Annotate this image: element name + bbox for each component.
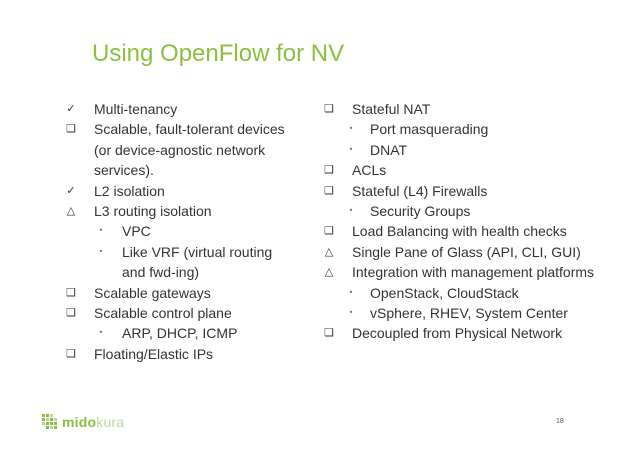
list-item-text: Multi-tenancy	[94, 101, 178, 117]
box-bullet-icon: ❑	[324, 224, 334, 238]
list-item-text: Like VRF (virtual routing	[122, 243, 273, 260]
sub-list-item	[64, 221, 314, 241]
slide-title: Using OpenFlow for NV	[92, 40, 345, 67]
list-item-text: Decoupled from Physical Network	[352, 325, 563, 342]
box-bullet-icon: ❑	[324, 102, 334, 115]
right-bullet-list	[322, 99, 622, 344]
dot-bullet-icon: •	[348, 144, 354, 154]
list-item-text: Stateful (L4) Firewalls	[352, 182, 488, 199]
list-item-text: and fwd-ing)	[122, 264, 200, 281]
grid-logo-icon	[42, 414, 58, 430]
list-item-text: (or device-agnostic network	[94, 141, 266, 158]
dot-bullet-icon: •	[98, 246, 104, 256]
list-item-text: Single Pane of Glass (API, CLI, GUI)	[352, 243, 581, 260]
list-item	[64, 99, 314, 119]
list-item-continuation	[64, 262, 314, 282]
logo-wordmark	[62, 414, 124, 430]
list-item	[322, 323, 622, 343]
box-bullet-icon: ❑	[66, 305, 76, 319]
box-bullet-icon: ❑	[66, 346, 76, 360]
left-bullet-list	[64, 99, 314, 364]
triangle-icon: △	[324, 244, 334, 258]
sub-list-item	[322, 303, 622, 323]
sub-list-item	[322, 140, 622, 160]
check-icon: ✓	[66, 102, 76, 115]
dot-bullet-icon: •	[348, 205, 354, 215]
dot-bullet-icon: •	[348, 307, 354, 317]
sub-list-item	[64, 242, 314, 262]
list-item	[64, 201, 314, 221]
list-item-text: OpenStack, CloudStack	[370, 284, 519, 301]
list-item-text: Scalable, fault-tolerant devices	[94, 121, 285, 138]
list-item	[322, 262, 622, 282]
list-item	[322, 160, 622, 180]
triangle-icon: △	[66, 203, 76, 217]
sub-list-item	[322, 283, 622, 303]
list-item-text: ARP, DHCP, ICMP	[122, 325, 238, 342]
box-bullet-icon: ❑	[66, 122, 76, 136]
check-icon: ✓	[66, 183, 76, 197]
list-item	[322, 242, 622, 262]
list-item-text: services).	[94, 162, 154, 179]
list-item-text: DNAT	[370, 141, 408, 158]
list-item-continuation	[64, 160, 314, 180]
box-bullet-icon: ❑	[324, 326, 334, 340]
list-item-text: L3 routing isolation	[94, 202, 212, 219]
list-item	[64, 283, 314, 303]
sub-list-item	[64, 323, 314, 343]
page-number: 18	[556, 418, 564, 425]
logo-text-primary: mido	[62, 414, 97, 430]
list-item-text: VPC	[122, 223, 151, 240]
list-item	[64, 119, 314, 139]
triangle-icon: △	[324, 265, 334, 279]
box-bullet-icon: ❑	[66, 285, 76, 299]
list-item-text: L2 isolation	[94, 182, 165, 199]
dot-bullet-icon: •	[98, 328, 104, 338]
box-bullet-icon: ❑	[324, 163, 334, 177]
sub-list-item	[322, 201, 622, 221]
dot-bullet-icon: •	[98, 226, 104, 236]
list-item	[64, 303, 314, 323]
sub-list-item	[322, 119, 622, 139]
company-logo	[42, 414, 124, 430]
logo-text-accent: kura	[96, 414, 125, 430]
dot-bullet-icon: •	[348, 124, 354, 134]
list-item-text: Security Groups	[370, 202, 471, 219]
list-item	[64, 181, 314, 201]
list-item-text: Load Balancing with health checks	[352, 223, 567, 240]
list-item-text: vSphere, RHEV, System Center	[370, 304, 568, 321]
dot-bullet-icon: •	[348, 287, 354, 297]
list-item-text: Scalable control plane	[94, 304, 232, 321]
list-item-text: Port masquerading	[370, 121, 489, 138]
list-item-text: ACLs	[352, 162, 387, 179]
list-item	[322, 181, 622, 201]
list-item-continuation	[64, 140, 314, 160]
list-item-text: Integration with management platforms	[352, 264, 595, 281]
list-item	[64, 344, 314, 364]
list-item	[322, 221, 622, 241]
list-item-text: Stateful NAT	[352, 101, 431, 117]
list-item	[322, 99, 622, 119]
list-item-text: Floating/Elastic IPs	[94, 345, 214, 362]
list-item-text: Scalable gateways	[94, 284, 211, 301]
box-bullet-icon: ❑	[324, 183, 334, 197]
